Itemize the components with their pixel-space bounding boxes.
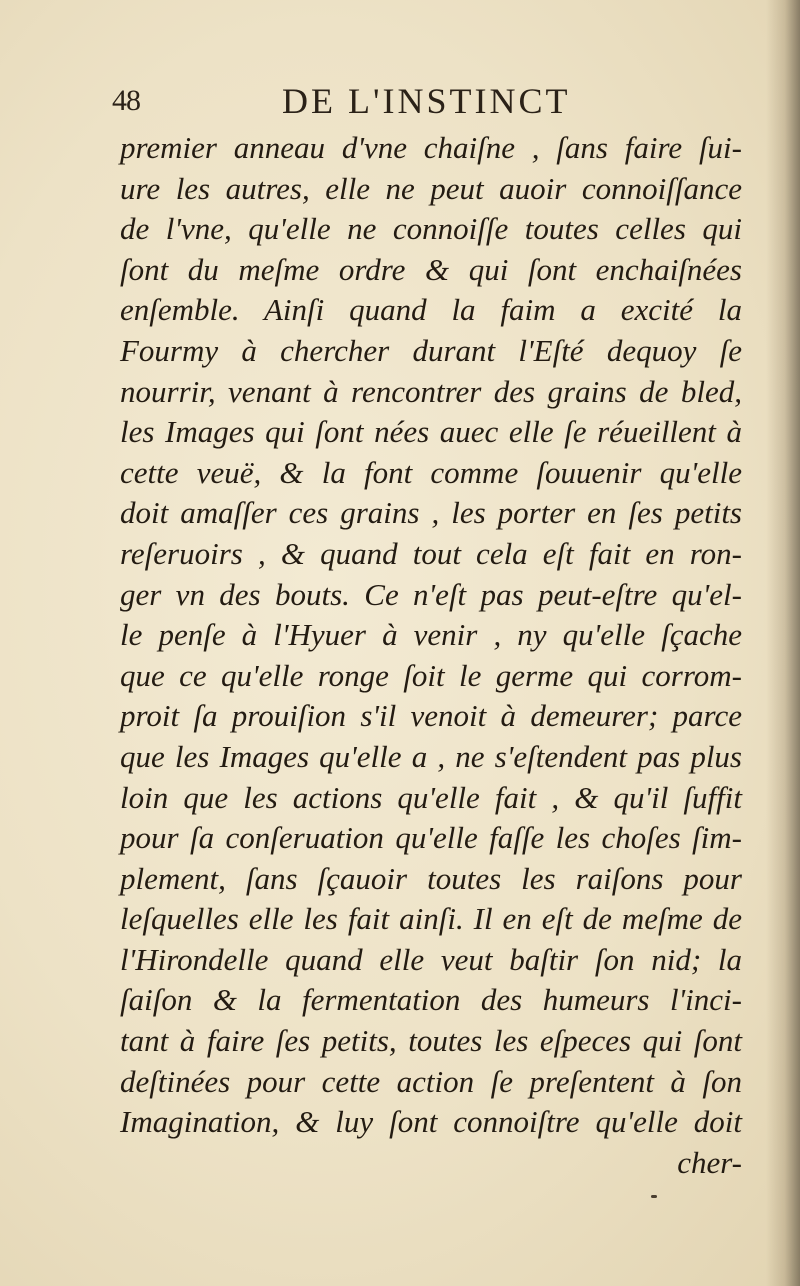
text-line: doit amaſſer ces grains , les porter en ſes petits <box>120 495 742 531</box>
body-text <box>120 128 742 1183</box>
text-line: ſaiſon & la fermentation des humeurs l'inci- <box>120 982 742 1018</box>
page-number: 48 <box>112 84 140 117</box>
running-head-title: DE L'INSTINCT <box>282 81 571 121</box>
text-line: les Images qui ſont nées auec elle ſe réueillent à <box>120 414 742 450</box>
text-line: de l'vne, qu'elle ne connoiſſe toutes celles qui <box>120 211 742 247</box>
text-line: reſeruoirs , & quand tout cela eſt fait en ron- <box>120 535 742 571</box>
text-line: enſemble. Ainſi quand la faim a excité la <box>120 292 742 328</box>
text-line: ure les autres, elle ne peut auoir connoiſſance <box>120 170 742 206</box>
paper-blemish <box>651 1195 657 1198</box>
text-line: loin que les actions qu'elle fait , & qu'il ſuffit <box>120 779 742 815</box>
text-line: proit ſa prouiſion s'il venoit à demeurer; parce <box>120 698 742 734</box>
text-line: Fourmy à chercher durant l'Eſté dequoy ſe <box>120 332 742 368</box>
page-gutter-shadow <box>766 0 800 1286</box>
text-line: ger vn des bouts. Ce n'eſt pas peut-eſtre qu'el- <box>120 576 742 612</box>
text-line: ſont du meſme ordre & qui ſont enchaiſnées <box>120 251 742 287</box>
text-line: Imagination, & luy ſont connoiſtre qu'elle doit <box>120 1104 742 1140</box>
text-line: que les Images qu'elle a , ne s'eſtendent pas plus <box>120 738 742 774</box>
text-line: deſtinées pour cette action ſe preſentent à ſon <box>120 1063 742 1099</box>
text-line: que ce qu'elle ronge ſoit le germe qui corrom- <box>120 657 742 693</box>
text-line: nourrir, venant à rencontrer des grains de bled, <box>120 373 742 409</box>
catchword: cher- <box>677 1144 742 1180</box>
text-line: l'Hirondelle quand elle veut baſtir ſon nid; la <box>120 941 742 977</box>
text-line: le penſe à l'Hyuer à venir , ny qu'elle ſçache <box>120 617 742 653</box>
text-line: leſquelles elle les fait ainſi. Il en eſt de meſme de <box>120 901 742 937</box>
text-line: pour ſa conſeruation qu'elle faſſe les choſes ſim- <box>120 820 742 856</box>
text-line: cette veuë, & la font comme ſouuenir qu'elle <box>120 454 742 490</box>
text-line: tant à faire ſes petits, toutes les eſpeces qui ſont <box>120 1023 742 1059</box>
running-head <box>112 80 642 126</box>
text-line: premier anneau d'vne chaiſne , ſans faire ſui- <box>120 130 742 165</box>
text-line: plement, ſans ſçauoir toutes les raiſons pour <box>120 860 742 896</box>
